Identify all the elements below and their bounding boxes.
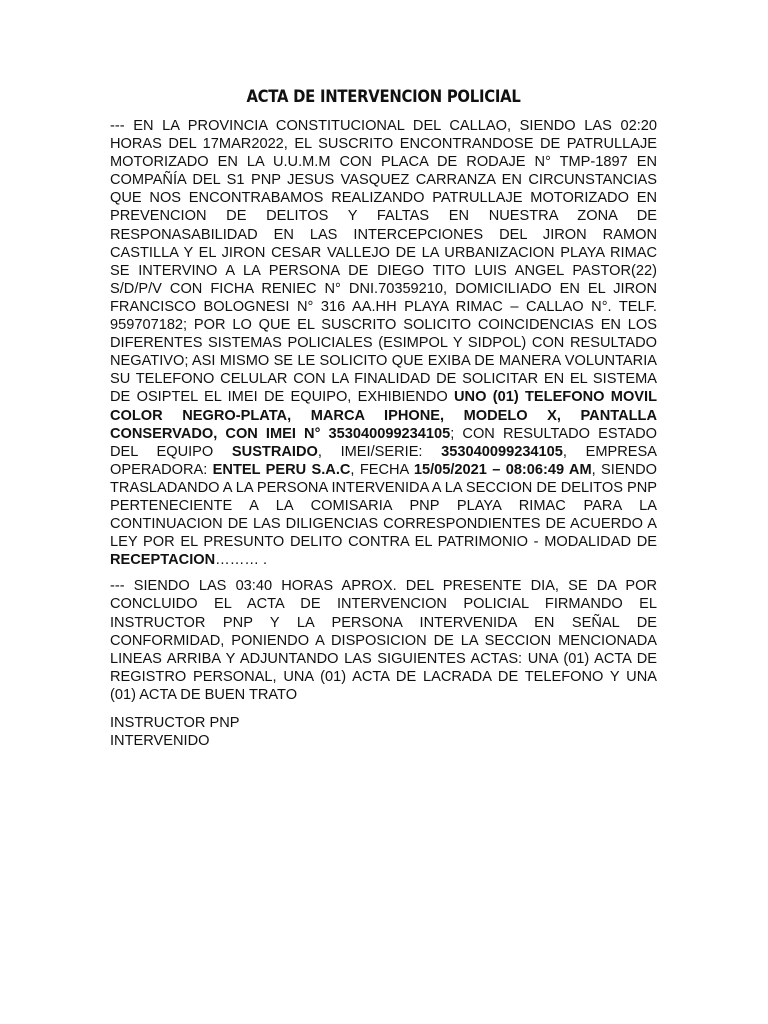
text-run: ; CON RESULTADO ESTADO DEL EQUIPO (110, 425, 658, 460)
document-title: ACTA DE INTERVENCION POLICIAL (246, 87, 521, 106)
bold-text-run: ENTEL PERU S.A.C (212, 461, 351, 478)
signature-block (110, 714, 657, 750)
text-run: , IMEI/SERIE: (317, 443, 442, 460)
text-run: , EMPRESA OPERADORA: (110, 443, 657, 478)
bold-text-run: 15/05/2021 – 08:06:49 AM (413, 461, 592, 478)
document-page (110, 86, 657, 750)
bold-text-run: RECEPTACION (110, 552, 216, 569)
bold-text-run: UNO (01) TELEFONO MOVIL COLOR NEGRO-PLATA, MARCA IPHONE, MODELO X, PANTALLA CONSERVADO, CON IMEI N° 353040099234105 (110, 389, 657, 442)
paragraph-intervention-details (110, 117, 657, 569)
signature-intervenido: INTERVENIDO (110, 733, 210, 749)
text-run: ……… . (215, 552, 268, 569)
bold-text-run: SUSTRAIDO (231, 443, 318, 460)
bold-text-run: 353040099234105 (441, 443, 563, 460)
paragraph-conclusion: --- SIENDO LAS 03:40 HORAS APROX. DEL PRESENTE DIA, SE DA POR CONCLUIDO EL ACTA DE INTERVENCION POLICIAL FIRMANDO EL INSTRUCTOR PNP Y LA PERSONA INTERVENIDA EN SEÑAL DE CONFORMIDAD, PONIENDO A DISPOSICION DE LA SECCION MENCIONADA LINEAS ARRIBA Y ADJUNTANDO LAS SIGUIENTES ACTAS: UNA (01) ACTA DE REGISTRO PERSONAL, UNA (01) ACTA DE LACRADA DE TELEFONO Y UNA (01) ACTA DE BUEN TRATO (110, 578, 657, 703)
text-run: , FECHA (350, 461, 414, 478)
signature-instructor: INSTRUCTOR PNP (110, 715, 240, 731)
text-run: --- EN LA PROVINCIA CONSTITUCIONAL DEL CALLAO, SIENDO LAS 02:20 HORAS DEL 17MAR2022, EL SUSCRITO ENCONTRANDOSE DE PATRULLAJE MOTORIZADO EN LA U.U.M.M CON PLACA DE RODAJE N° TMP-1897 EN COMPAÑÍA DEL S1 PNP JESUS VASQUEZ CARRANZA EN CIRCUNSTANCIAS QUE NOS ENCONTRABAMOS REALIZANDO PATRULLAJE MOTORIZADO EN PREVENCION DE DELITOS Y FALTAS EN NUESTRA ZONA DE RESPONASABILIDAD EN LAS INTERCEPCIONES DEL JIRON RAMON CASTILLA Y EL JIRON CESAR VALLEJO DE LA URBANIZACION PLAYA RIMAC SE INTERVINO A LA PERSONA DE DIEGO TITO LUIS ANGEL PASTOR(22) S/D/P/V CON FICHA RENIEC N° DNI.70359210, DOMICILIADO EN EL JIRON FRANCISCO BOLOGNESI N° 316 AA.HH PLAYA RIMAC – CALLAO N°. TELF. 959707182; POR LO QUE EL SUSCRITO SOLICITO COINCIDENCIAS EN LOS DIFERENTES SISTEMAS POLICIALES (ESIMPOL Y SIDPOL) CON RESULTADO NEGATIVO; ASI MISMO SE LE SOLICITO QUE EXIBA DE MANERA VOLUNTARIA SU TELEFONO CELULAR CON LA FINALIDAD DE SOLICITAR EN EL SISTEMA DE OSIPTEL EL IMEI DE EQUIPO, EXHIBIENDO (110, 118, 657, 406)
text-run: , SIENDO TRASLADANDO A LA PERSONA INTERVENIDA A LA SECCION DE DELITOS PNP PERTENECIENTE A LA COMISARIA PNP PLAYA RIMAC PARA LA CONTINUACION DE LAS DILIGENCIAS CORRESPONDIENTES DE ACUERDO A LEY POR EL PRESUNTO DELITO CONTRA EL PATRIMONIO - MODALIDAD DE (110, 461, 657, 551)
